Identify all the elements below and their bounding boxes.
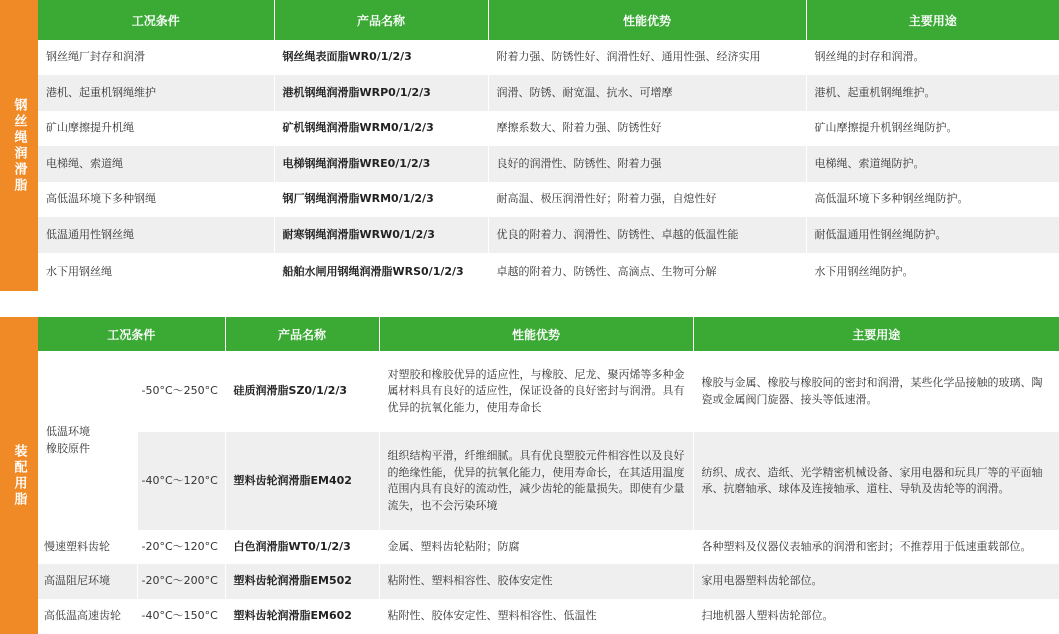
header-usage: 主要用途 [693, 317, 1059, 351]
header-condition: 工况条件 [38, 317, 225, 351]
table-row: 低温环境 橡胶原件 -50°C～250°C 硅质润滑脂SZ0/1/2/3 对塑胶和橡胶优异的适应性，与橡胶、尼龙、聚丙烯等多种金属材料具有良好的适应性，保证设备的良好密封与润滑。具有优异的抗氧化能力，使用寿命长 橡胶与金属、橡胶与橡胶间的密封和润滑，某些化学品接触的玻璃、陶瓷或金属阀门旋器、接头等低速滑。 [38, 351, 1059, 432]
table-row: -40°C～120°C 塑料齿轮润滑脂EM402 组织结构平滑，纤维细腻。具有优良塑胶元件相容性以及良好的绝缘性能，优异的抗氧化能力，使用寿命长，在其适用温度范围内具有良好的流动性，减少齿轮的能量损失。即使有少量流失，也不会污染环境 纺织、成衣、造纸、光学精密机械设备、家用电器和玩具厂等的平面轴承、抗磨轴承、球体及连接轴承、道柱、导轨及齿轮等的润滑。 [38, 432, 1059, 530]
table-row: 低温通用性钢丝绳 耐寒钢绳润滑脂WRW0/1/2/3 优良的附着力、润滑性、防锈性、卓越的低温性能 耐低温通用性钢丝绳防护。 [38, 217, 1059, 253]
table-row: 慢速塑料齿轮 -20°C～120°C 白色润滑脂WT0/1/2/3 金属、塑料齿轮粘附；防腐 各种塑料及仪器仪表轴承的润滑和密封；不推荐用于低速重载部位。 [38, 530, 1059, 564]
table-row: 电梯绳、索道绳 电梯钢绳润滑脂WRE0/1/2/3 良好的润滑性、防锈性、附着力强 电梯绳、索道绳防护。 [38, 146, 1059, 182]
header-advantage: 性能优势 [488, 0, 806, 40]
table-row: 港机、起重机钢绳维护 港机钢绳润滑脂WRP0/1/2/3 润滑、防锈、耐宽温、抗水、可增摩 港机、起重机钢绳维护。 [38, 75, 1059, 111]
wire-rope-grease-table [38, 0, 1059, 291]
section-divider [0, 291, 1059, 317]
table-header-row [38, 0, 1059, 40]
table-row: 矿山摩擦提升机绳 矿机钢绳润滑脂WRM0/1/2/3 摩擦系数大、附着力强、防锈性好 矿山摩擦提升机钢丝绳防护。 [38, 111, 1059, 146]
group-condition: 低温环境 橡胶原件 [38, 351, 137, 530]
header-usage: 主要用途 [806, 0, 1059, 40]
table-row: 高低温高速齿轮 -40°C～150°C 塑料齿轮润滑脂EM602 粘附性、胶体安定性、塑料相容性、低温性 扫地机器人塑料齿轮部位。 [38, 599, 1059, 634]
assembly-grease-table [38, 317, 1059, 634]
header-condition: 工况条件 [38, 0, 274, 40]
table-row: 高低温环境下多种钢绳 钢厂钢绳润滑脂WRM0/1/2/3 耐高温、极压润滑性好；附着力强，自熄性好 高低温环境下多种钢丝绳防护。 [38, 182, 1059, 217]
table-header-row [38, 317, 1059, 351]
header-product: 产品名称 [274, 0, 488, 40]
header-advantage: 性能优势 [379, 317, 693, 351]
table-row: 水下用钢丝绳 船舶水闸用钢绳润滑脂WRS0/1/2/3 卓越的附着力、防锈性、高滴点、生物可分解 水下用钢丝绳防护。 [38, 253, 1059, 291]
assembly-grease-section [0, 317, 1059, 634]
wire-rope-grease-section [0, 0, 1059, 291]
table-row: 高温阻尼环境 -20°C～200°C 塑料齿轮润滑脂EM502 粘附性、塑料相容性、胶体安定性 家用电器塑料齿轮部位。 [38, 564, 1059, 599]
section-side-label: 装配用脂 [0, 317, 38, 634]
header-product: 产品名称 [225, 317, 379, 351]
table-row: 钢丝绳厂封存和润滑 钢丝绳表面脂WR0/1/2/3 附着力强、防锈性好、润滑性好、通用性强、经济实用 钢丝绳的封存和润滑。 [38, 40, 1059, 75]
section-side-label: 钢丝绳润滑脂 [0, 0, 38, 291]
